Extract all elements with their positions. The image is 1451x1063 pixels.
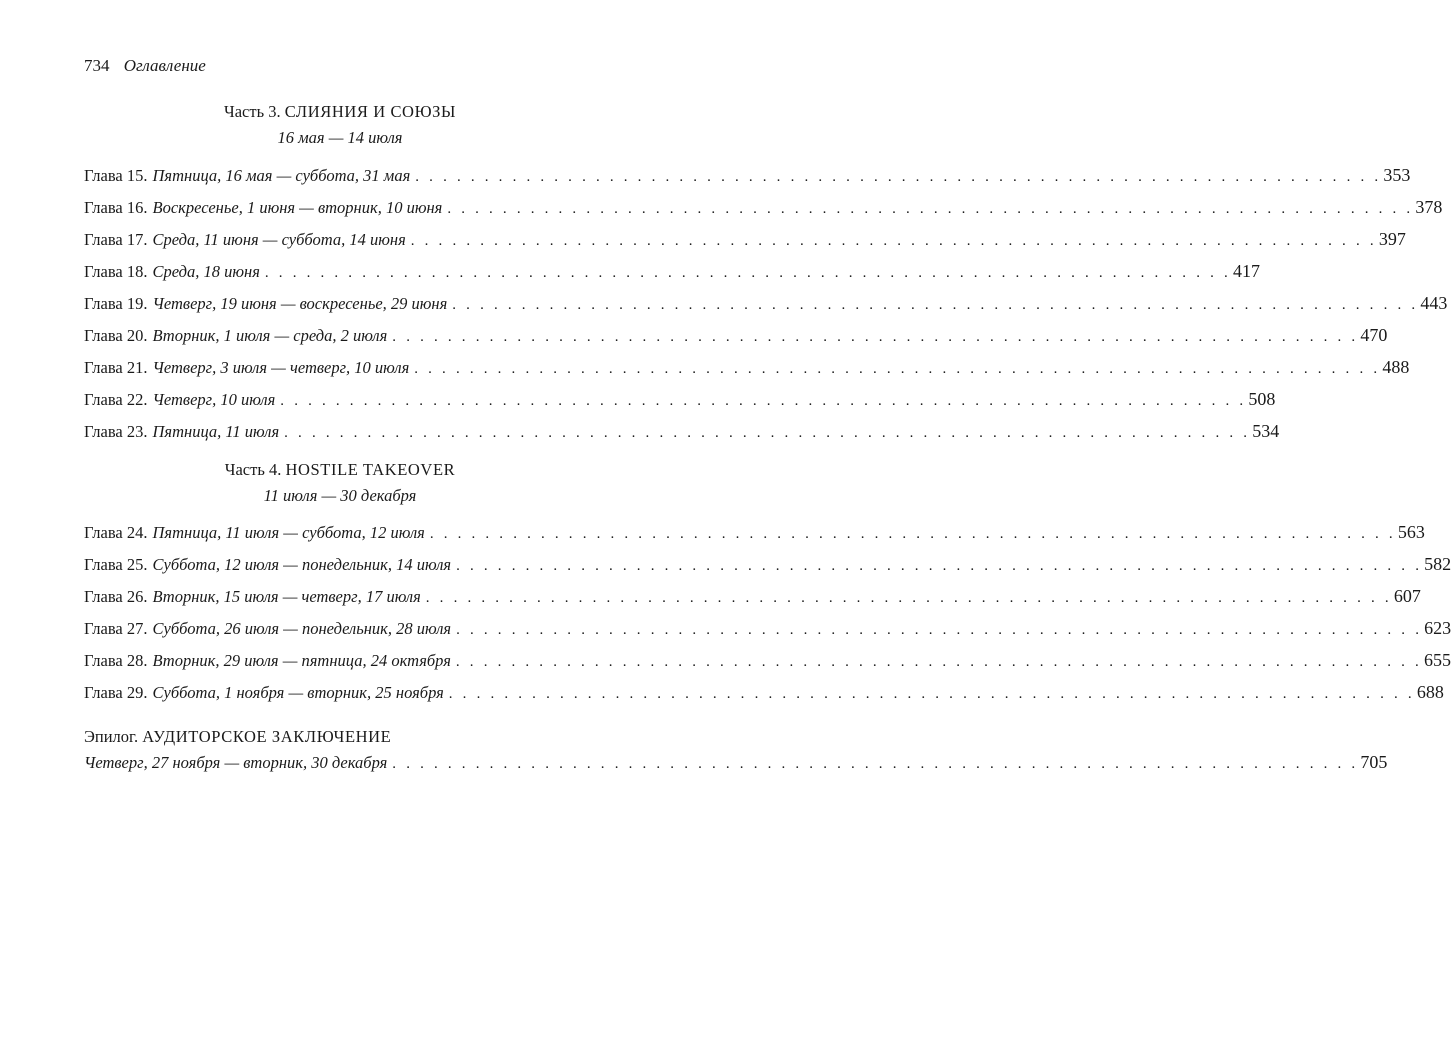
dot-leader: . . . . . . . . . . . . . . . . . . . . . . . . . . . . . . . . . . . . . . . . . . . . . . . . . . . . . . . . . . . . . . . . . . . . . . — [455, 654, 1422, 670]
chapter-label: Глава 19. — [84, 294, 148, 313]
dot-leader: . . . . . . . . . . . . . . . . . . . . . . . . . . . . . . . . . . . . . . . . . . . . . . . . . . . . . . . . . . . . . . . . . . . . . . — [456, 622, 1423, 638]
part-3-heading — [84, 102, 596, 122]
chapter-description: Четверг, 19 июня — воскресенье, 29 июня — [152, 294, 448, 313]
page-number-ref: 534 — [1252, 421, 1280, 441]
page-number-ref: 582 — [1424, 554, 1451, 574]
page-number-ref: 378 — [1415, 197, 1443, 217]
chapter-label: Глава 22. — [84, 390, 148, 409]
chapter-description: Пятница, 16 мая — суббота, 31 мая — [152, 166, 411, 185]
chapter-description: Вторник, 15 июля — четверг, 17 июля — [152, 587, 421, 606]
epilogue-heading — [84, 727, 391, 747]
page-number-ref: 488 — [1382, 357, 1410, 377]
page-number-ref: 443 — [1420, 293, 1448, 313]
toc-entry[interactable] — [84, 586, 1421, 608]
part-3-dates: 16 мая — 14 июля — [277, 128, 403, 147]
dot-leader: . . . . . . . . . . . . . . . . . . . . . . . . . . . . . . . . . . . . . . . . . . . . . . . . . . . . . . . . . . . . . . . . . . . . . . — [456, 558, 1423, 574]
chapter-label: Глава 27. — [84, 619, 148, 638]
chapter-description: Пятница, 11 июля — суббота, 12 июля — [152, 523, 425, 542]
page-number-ref: 417 — [1232, 261, 1260, 281]
toc-entry[interactable] — [84, 650, 1451, 672]
toc-entry[interactable] — [84, 357, 1410, 379]
chapter-description: Среда, 18 июня — [152, 262, 260, 281]
toc-entry[interactable] — [84, 522, 1425, 544]
running-head — [84, 56, 206, 76]
chapter-description: Вторник, 1 июля — среда, 2 июля — [152, 326, 388, 345]
toc-entry[interactable] — [84, 261, 1260, 283]
chapter-description: Суббота, 26 июля — понедельник, 28 июля — [152, 619, 452, 638]
page-number-ref: 508 — [1248, 389, 1276, 409]
part-title: HOSTILE TAKEOVER — [285, 460, 456, 479]
dot-leader: . . . . . . . . . . . . . . . . . . . . . . . . . . . . . . . . . . . . . . . . . . . . . . . . . . . . . . . . . . . . . . . . . . . . . . — [429, 526, 1396, 542]
page-number-ref: 470 — [1360, 325, 1388, 345]
page-number-ref: 353 — [1383, 165, 1411, 185]
epilogue-description: Четверг, 27 ноября — вторник, 30 декабря — [84, 753, 388, 772]
dot-leader: . . . . . . . . . . . . . . . . . . . . . . . . . . . . . . . . . . . . . . . . . . . . . . . . . . . . . . . . . . . . . . . . . . . . . . — [425, 590, 1392, 606]
dot-leader: . . . . . . . . . . . . . . . . . . . . . . . . . . . . . . . . . . . . . . . . . . . . . . . . . . . . . . . . . . . . . . . . . . . . . . — [415, 169, 1382, 185]
chapter-label: Глава 16. — [84, 198, 148, 217]
chapter-description: Воскресенье, 1 июня — вторник, 10 июня — [152, 198, 443, 217]
dot-leader: . . . . . . . . . . . . . . . . . . . . . . . . . . . . . . . . . . . . . . . . . . . . . . . . . . . . . . . . . . . . . . . . . . . . . . — [414, 361, 1381, 377]
toc-entry-epilogue[interactable] — [84, 752, 1388, 774]
page-number-ref: 563 — [1397, 522, 1425, 542]
chapter-label: Глава 25. — [84, 555, 148, 574]
part-title: СЛИЯНИЯ И СОЮЗЫ — [284, 102, 456, 121]
chapter-label: Глава 18. — [84, 262, 148, 281]
dot-leader: . . . . . . . . . . . . . . . . . . . . . . . . . . . . . . . . . . . . . . . . . . . . . . . . . . . . . . . . . . . . . . . . . . . . . . — [392, 756, 1359, 772]
chapter-description: Среда, 11 июня — суббота, 14 июня — [152, 230, 406, 249]
chapter-label: Глава 26. — [84, 587, 148, 606]
page-number-ref: 607 — [1393, 586, 1421, 606]
chapter-label: Глава 29. — [84, 683, 148, 702]
chapter-description: Вторник, 29 июля — пятница, 24 октября — [152, 651, 451, 670]
chapter-description: Четверг, 3 июля — четверг, 10 июля — [152, 358, 410, 377]
page-number-ref: 655 — [1423, 650, 1451, 670]
toc-entry[interactable] — [84, 293, 1448, 315]
dot-leader: . . . . . . . . . . . . . . . . . . . . . . . . . . . . . . . . . . . . . . . . . . . . . . . . . . . . . . . . . . . . . . . . . . . . . . — [452, 297, 1419, 313]
chapter-label: Глава 20. — [84, 326, 148, 345]
chapter-label: Глава 28. — [84, 651, 148, 670]
dot-leader: . . . . . . . . . . . . . . . . . . . . . . . . . . . . . . . . . . . . . . . . . . . . . . . . . . . . . . . . . . . . . . . . . . . . . . — [284, 425, 1251, 441]
part-label: Часть 3. — [224, 102, 281, 121]
epilogue-title: АУДИТОРСКОЕ ЗАКЛЮЧЕНИЕ — [142, 727, 392, 746]
toc-entry[interactable] — [84, 165, 1411, 187]
page-number: 734 — [84, 56, 110, 75]
page-number-ref: 623 — [1424, 618, 1451, 638]
toc-entry[interactable] — [84, 197, 1443, 219]
chapter-label: Глава 24. — [84, 523, 148, 542]
toc-entry[interactable] — [84, 389, 1276, 411]
dot-leader: . . . . . . . . . . . . . . . . . . . . . . . . . . . . . . . . . . . . . . . . . . . . . . . . . . . . . . . . . . . . . . . . . . . . . . — [448, 686, 1415, 702]
part-4-dates: 11 июля — 30 декабря — [263, 486, 417, 505]
chapter-label: Глава 17. — [84, 230, 148, 249]
toc-entry[interactable] — [84, 229, 1406, 251]
dot-leader: . . . . . . . . . . . . . . . . . . . . . . . . . . . . . . . . . . . . . . . . . . . . . . . . . . . . . . . . . . . . . . . . . . . . . . — [264, 265, 1231, 281]
toc-entry[interactable] — [84, 618, 1451, 640]
chapter-label: Глава 15. — [84, 166, 148, 185]
dot-leader: . . . . . . . . . . . . . . . . . . . . . . . . . . . . . . . . . . . . . . . . . . . . . . . . . . . . . . . . . . . . . . . . . . . . . . — [280, 393, 1247, 409]
chapter-label: Глава 23. — [84, 422, 148, 441]
page-number-ref: 397 — [1378, 229, 1406, 249]
chapter-label: Глава 21. — [84, 358, 148, 377]
toc-entry[interactable] — [84, 421, 1280, 443]
dot-leader: . . . . . . . . . . . . . . . . . . . . . . . . . . . . . . . . . . . . . . . . . . . . . . . . . . . . . . . . . . . . . . . . . . . . . . — [447, 201, 1414, 217]
running-head-title: Оглавление — [123, 56, 206, 75]
dot-leader: . . . . . . . . . . . . . . . . . . . . . . . . . . . . . . . . . . . . . . . . . . . . . . . . . . . . . . . . . . . . . . . . . . . . . . — [392, 329, 1359, 345]
page-number-ref: 705 — [1360, 752, 1388, 772]
toc-entry[interactable] — [84, 682, 1444, 704]
page-number-ref: 688 — [1416, 682, 1444, 702]
chapter-description: Суббота, 1 ноября — вторник, 25 ноября — [152, 683, 444, 702]
dot-leader: . . . . . . . . . . . . . . . . . . . . . . . . . . . . . . . . . . . . . . . . . . . . . . . . . . . . . . . . . . . . . . . . . . . . . . — [410, 233, 1377, 249]
chapter-description: Четверг, 10 июля — [152, 390, 276, 409]
toc-entry[interactable] — [84, 554, 1451, 576]
epilogue-label: Эпилог. — [84, 727, 139, 746]
part-4-heading — [84, 460, 596, 480]
chapter-description: Пятница, 11 июля — [152, 422, 280, 441]
part-label: Часть 4. — [224, 460, 282, 479]
chapter-description: Суббота, 12 июля — понедельник, 14 июля — [152, 555, 452, 574]
toc-entry[interactable] — [84, 325, 1388, 347]
